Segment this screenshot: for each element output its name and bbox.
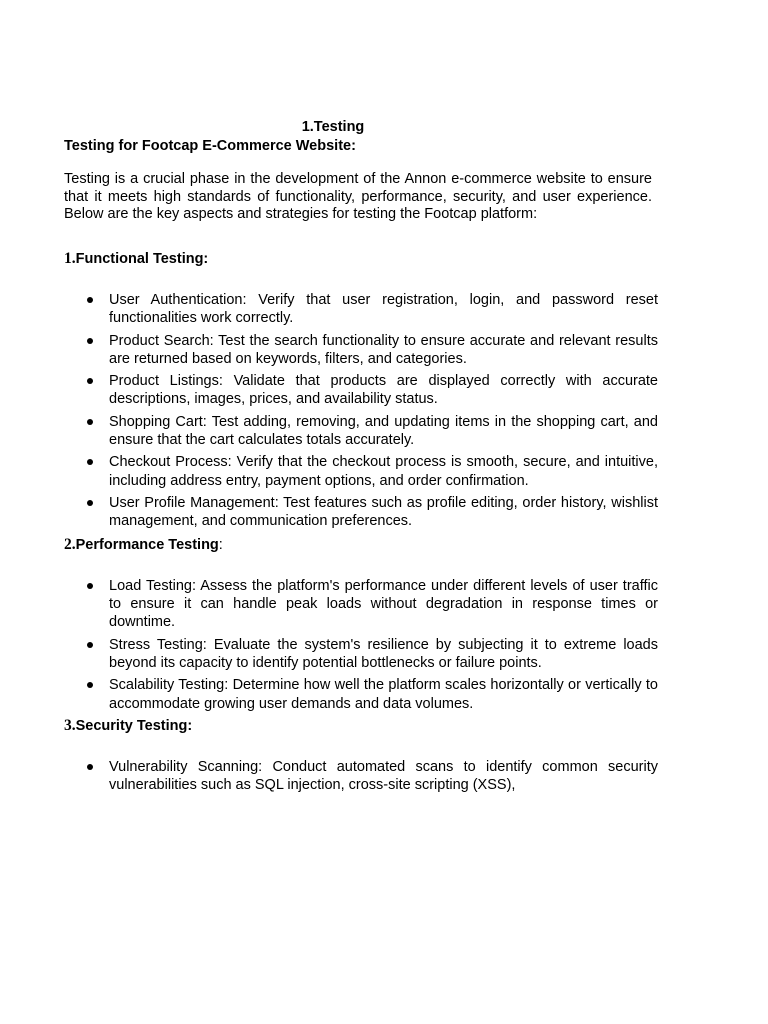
bullet-icon — [87, 642, 93, 648]
bullet-icon — [87, 459, 93, 465]
bullet-icon — [87, 500, 93, 506]
bullet-icon — [87, 338, 93, 344]
bullet-icon — [87, 764, 93, 770]
section-label: Performance Testing — [75, 537, 219, 553]
list-item: Load Testing: Assess the platform's performance under different levels of user traffic to ensure it can handle peak loads without degradation in response times or downtime. — [64, 577, 658, 632]
security-testing-list — [64, 758, 658, 799]
section-number: 3. — [64, 717, 76, 734]
bullet-icon — [87, 419, 93, 425]
list-item: Product Listings: Validate that products are displayed correctly with accurate descriptions, images, prices, and availability status. — [64, 372, 658, 408]
list-item: Product Search: Test the search functionality to ensure accurate and relevant results are returned based on keywords, filters, and categories. — [64, 332, 658, 368]
section-heading-security-testing — [64, 717, 192, 735]
bullet-icon — [87, 583, 93, 589]
functional-testing-list — [64, 291, 658, 535]
list-item: Scalability Testing: Determine how well the platform scales horizontally or vertically to accommodate growing user demands and data volumes. — [64, 676, 658, 712]
list-item: Shopping Cart: Test adding, removing, and updating items in the shopping cart, and ensure that the cart calculates totals accurately. — [64, 413, 658, 449]
performance-testing-list — [64, 577, 658, 717]
list-item: User Authentication: Verify that user registration, login, and password reset functionalities work correctly. — [64, 291, 658, 327]
bullet-icon — [87, 297, 93, 303]
section-label: Security Testing: — [75, 718, 193, 734]
section-suffix: : — [218, 537, 223, 553]
document-subtitle: Testing for Footcap E-Commerce Website: — [64, 138, 356, 154]
list-item: Vulnerability Scanning: Conduct automated scans to identify common security vulnerabilities such as SQL injection, cross-site scripting (XSS), — [64, 758, 658, 794]
section-heading-performance-testing — [64, 536, 223, 554]
list-item: User Profile Management: Test features such as profile editing, order history, wishlist management, and communication preferences. — [64, 494, 658, 530]
bullet-icon — [87, 378, 93, 384]
list-item: Checkout Process: Verify that the checkout process is smooth, secure, and intuitive, including address entry, payment options, and order confirmation. — [64, 453, 658, 489]
section-heading-functional-testing — [64, 250, 208, 268]
intro-paragraph: Testing is a crucial phase in the development of the Annon e-commerce website to ensure that it meets high standards of functionality, performance, security, and user experience. Below are the key aspects and strategies for testing the Footcap platform: — [64, 171, 652, 222]
section-number: 1. — [64, 250, 76, 267]
section-label: Functional Testing: — [75, 251, 209, 267]
section-number: 2. — [64, 536, 76, 553]
document-title: 1.Testing — [301, 119, 365, 135]
bullet-icon — [87, 682, 93, 688]
list-item: Stress Testing: Evaluate the system's resilience by subjecting it to extreme loads beyond its capacity to identify potential bottlenecks or failure points. — [64, 636, 658, 672]
